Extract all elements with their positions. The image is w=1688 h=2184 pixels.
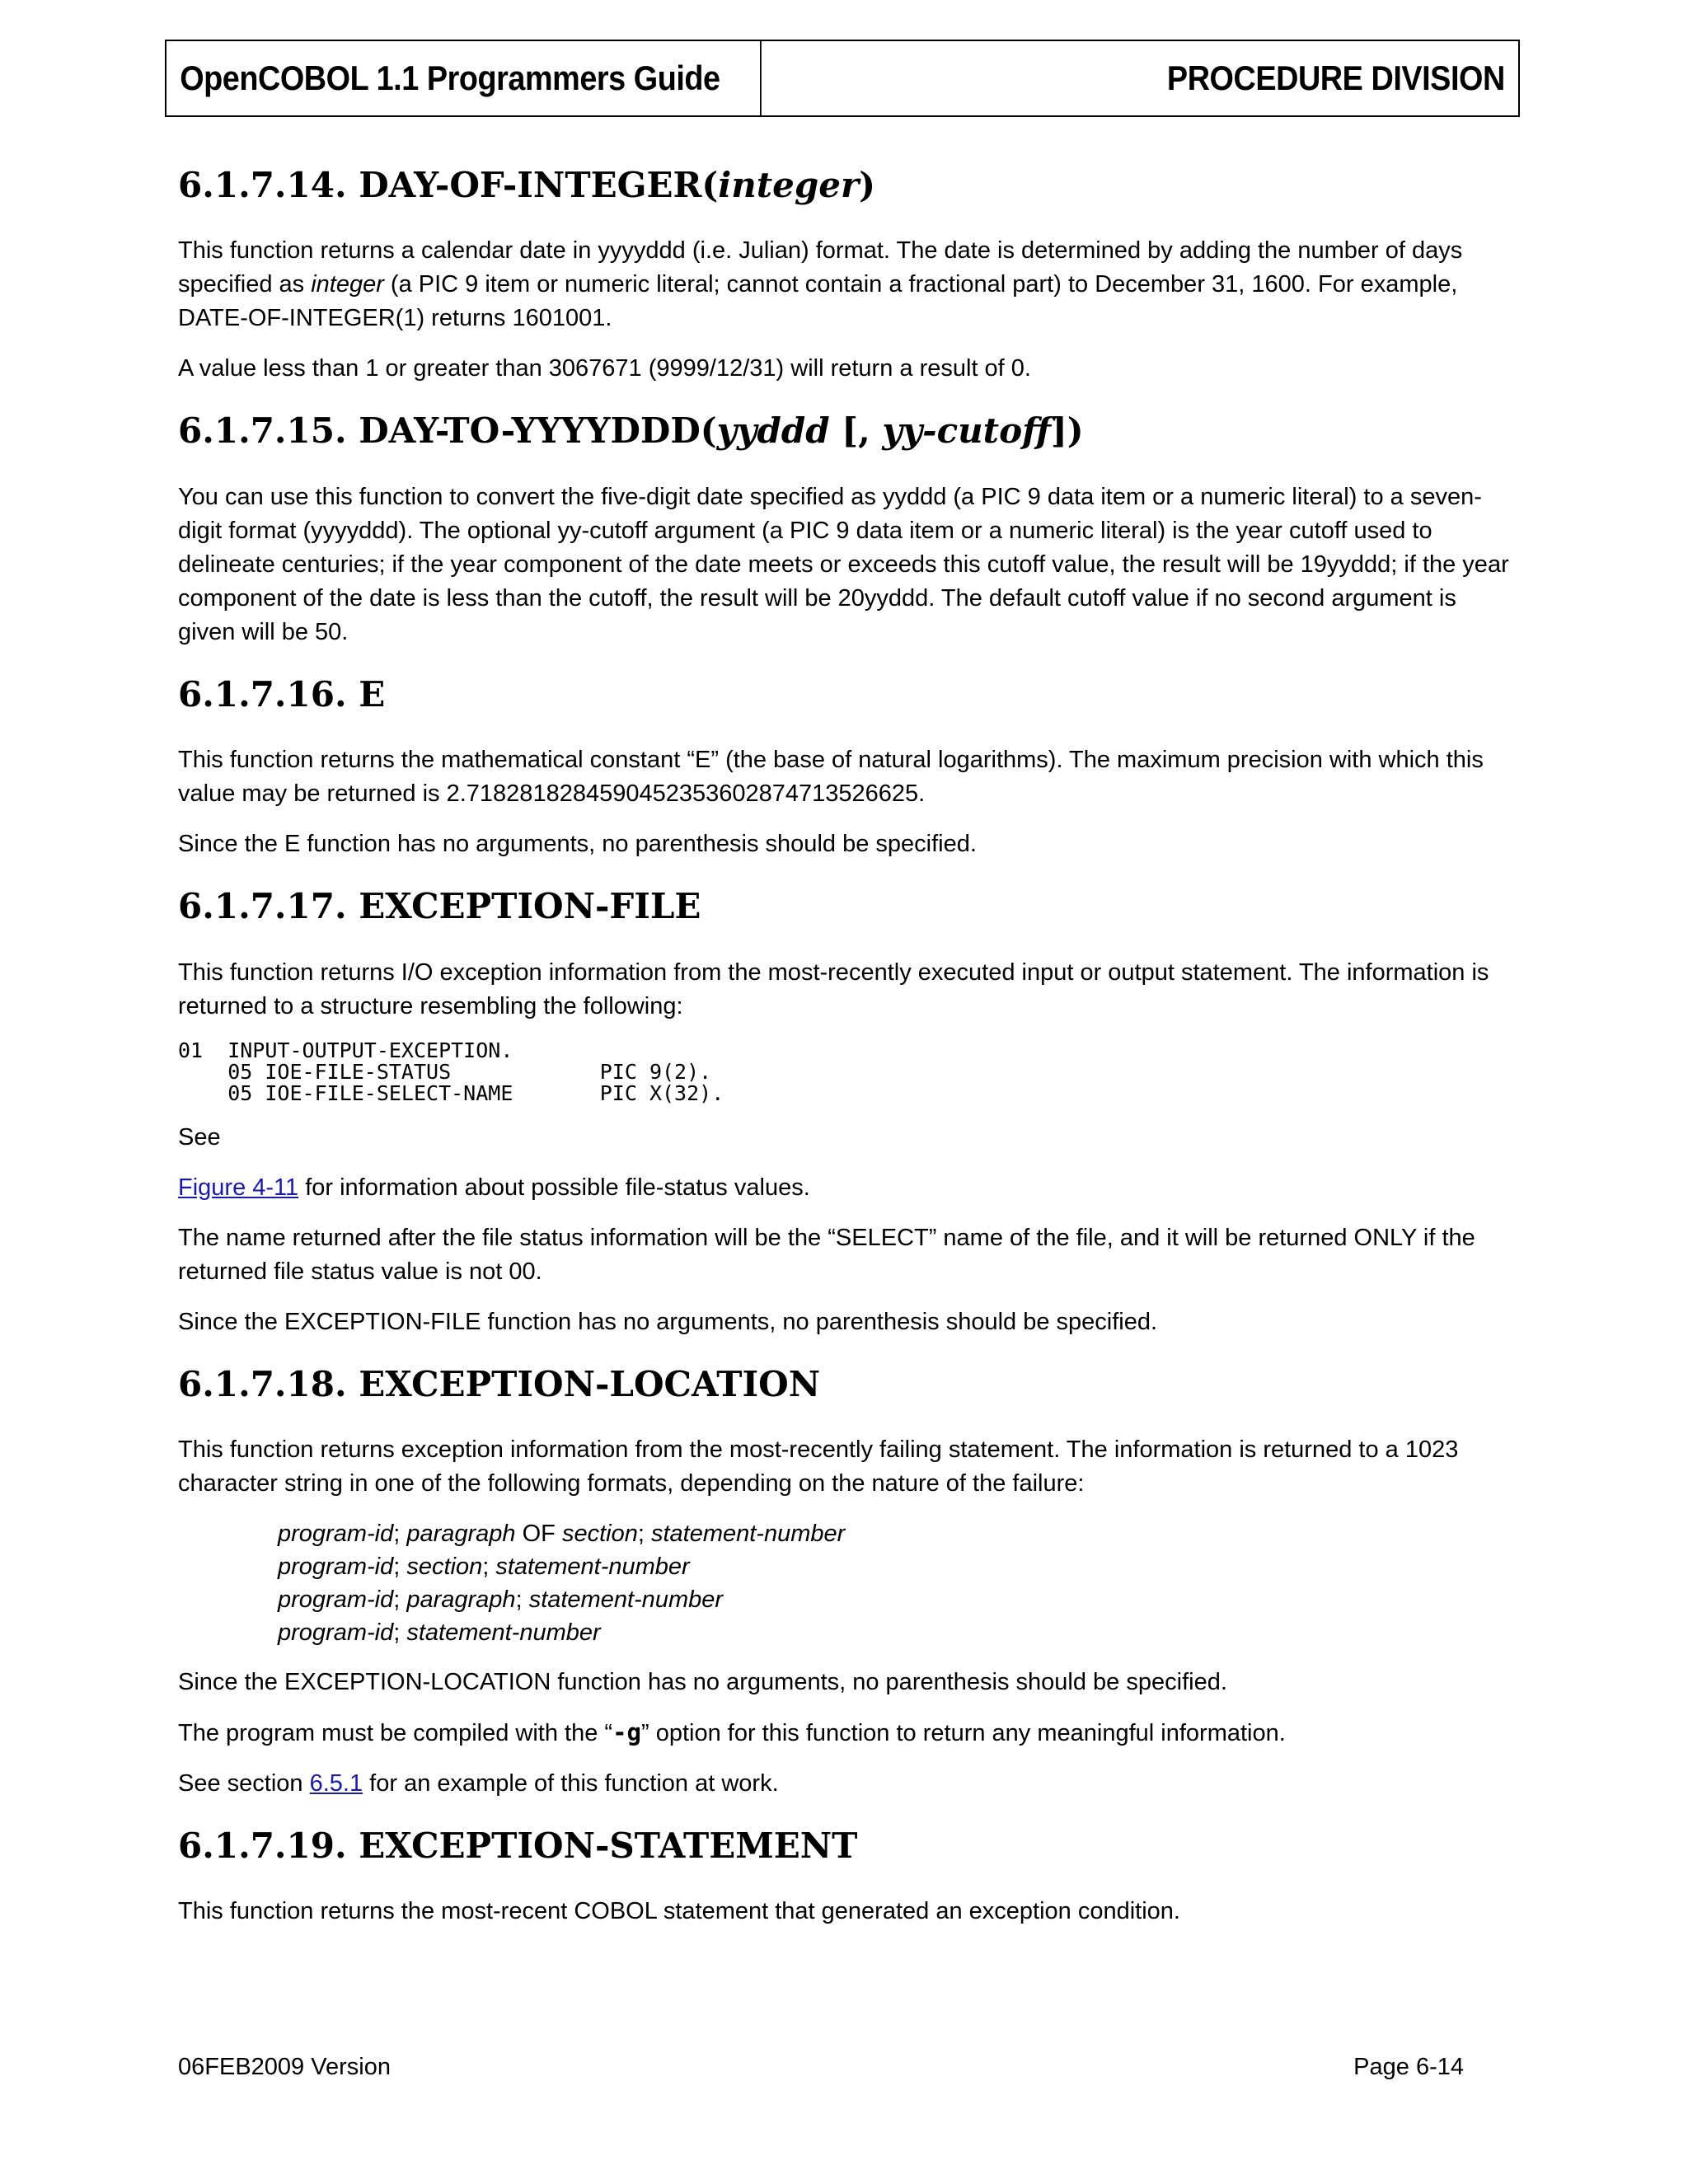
compiler-option: -g bbox=[612, 1718, 641, 1746]
code-line: 05 IOE-FILE-SELECT-NAME PIC X(32). bbox=[178, 1080, 724, 1105]
page-header bbox=[165, 40, 1520, 117]
paragraph: The program must be compiled with the “-g” option for this function to return any meaningful information. bbox=[178, 1718, 1286, 1746]
paragraph: You can use this function to convert the five-digit date specified as yyddd (a PIC 9 data item or a numeric literal) to a seven-digit format (yyyyddd). The optional yy-cutoff argument (a PIC 9 data item or a numeric literal) is the year cutoff used to delineate centuries; if the year component of the date meets or exceeds this cutoff value, the result will be 19yyddd; if the year component of the date is less than the cutoff, the result will be 20yyddd. The default cutoff value if no second argument is given will be 50. bbox=[178, 483, 1509, 645]
paragraph: The name returned after the file status information will be the “SELECT” name of the file, and it will be returned ONLY if the returned file status value is not 00. bbox=[178, 1224, 1475, 1285]
section-day-to-yyyyddd bbox=[178, 410, 1513, 649]
heading-day-to-yyyyddd: 6.1.7.15. DAY-TO-YYYYDDD(yyddd [, yy-cutoff]) bbox=[178, 410, 1084, 452]
format-item: program-id; paragraph; statement-number bbox=[278, 1586, 724, 1613]
format-item: program-id; paragraph OF section; statement-number bbox=[278, 1520, 846, 1547]
heading-exception-location: 6.1.7.18. EXCEPTION-LOCATION bbox=[178, 1363, 821, 1404]
section-link[interactable]: 6.5.1 bbox=[309, 1769, 363, 1797]
header-chapter-title: PROCEDURE DIVISION bbox=[1166, 59, 1505, 97]
paragraph: This function returns a calendar date in yyyyddd (i.e. Julian) format. The date is determined by adding the number of days specified as integer (a PIC 9 item or numeric literal; cannot contain a fractional part) to December 31, 1600. For example, DATE-OF-INTEGER(1) returns 1601001. bbox=[178, 237, 1463, 332]
paragraph: This function returns the mathematical constant “E” (the base of natural logarithms). The maximum precision with which this value may be returned is 2.7182818284590452353602874713526625. bbox=[178, 747, 1484, 808]
paragraph: Since the EXCEPTION-FILE function has no arguments, no parenthesis should be specified. bbox=[178, 1308, 1158, 1335]
paragraph: Figure 4-11 for information about possible file-status values. bbox=[178, 1174, 810, 1201]
section-exception-location bbox=[178, 1364, 1513, 1801]
heading-e: 6.1.7.16. E bbox=[178, 673, 386, 715]
section-exception-statement bbox=[178, 1825, 1513, 1929]
footer-page-number: Page 6-14 bbox=[1353, 2054, 1464, 2080]
section-exception-file bbox=[178, 886, 1513, 1338]
header-doc-title: OpenCOBOL 1.1 Programmers Guide bbox=[166, 41, 762, 115]
paragraph: A value less than 1 or greater than 3067671 (9999/12/31) will return a result of 0. bbox=[178, 355, 1031, 382]
format-item: program-id; statement-number bbox=[278, 1619, 601, 1646]
page-content bbox=[178, 165, 1513, 1953]
paragraph: Since the EXCEPTION-LOCATION function has no arguments, no parenthesis should be specified. bbox=[178, 1668, 1227, 1695]
paragraph: This function returns I/O exception information from the most-recently executed input or output statement. The information is returned to a structure resembling the following: bbox=[178, 958, 1489, 1019]
paragraph: See bbox=[178, 1123, 221, 1151]
figure-link[interactable]: Figure 4-11 bbox=[178, 1174, 299, 1201]
paragraph: This function returns the most-recent COBOL statement that generated an exception condition. bbox=[178, 1898, 1180, 1925]
paragraph: Since the E function has no arguments, no parenthesis should be specified. bbox=[178, 831, 977, 858]
footer-version: 06FEB2009 Version bbox=[178, 2054, 391, 2080]
paragraph: This function returns exception information from the most-recently failing statement. The information is returned to a 1023 character string in one of the following formats, depending on the nature of the failure: bbox=[178, 1436, 1459, 1497]
section-e bbox=[178, 674, 1513, 861]
format-item: program-id; section; statement-number bbox=[278, 1553, 690, 1580]
code-line: 01 INPUT-OUTPUT-EXCEPTION. bbox=[178, 1038, 513, 1062]
code-block bbox=[178, 1040, 1513, 1104]
heading-exception-file: 6.1.7.17. EXCEPTION-FILE bbox=[178, 886, 701, 927]
heading-day-of-integer: 6.1.7.14. DAY-OF-INTEGER(integer) bbox=[178, 165, 875, 205]
format-list bbox=[278, 1517, 1513, 1649]
code-line: 05 IOE-FILE-STATUS PIC 9(2). bbox=[178, 1059, 712, 1084]
section-day-of-integer bbox=[178, 165, 1513, 386]
page-footer bbox=[178, 2054, 1464, 2081]
heading-exception-statement: 6.1.7.19. EXCEPTION-STATEMENT bbox=[178, 1825, 858, 1866]
paragraph: See section 6.5.1 for an example of this function at work. bbox=[178, 1769, 779, 1797]
